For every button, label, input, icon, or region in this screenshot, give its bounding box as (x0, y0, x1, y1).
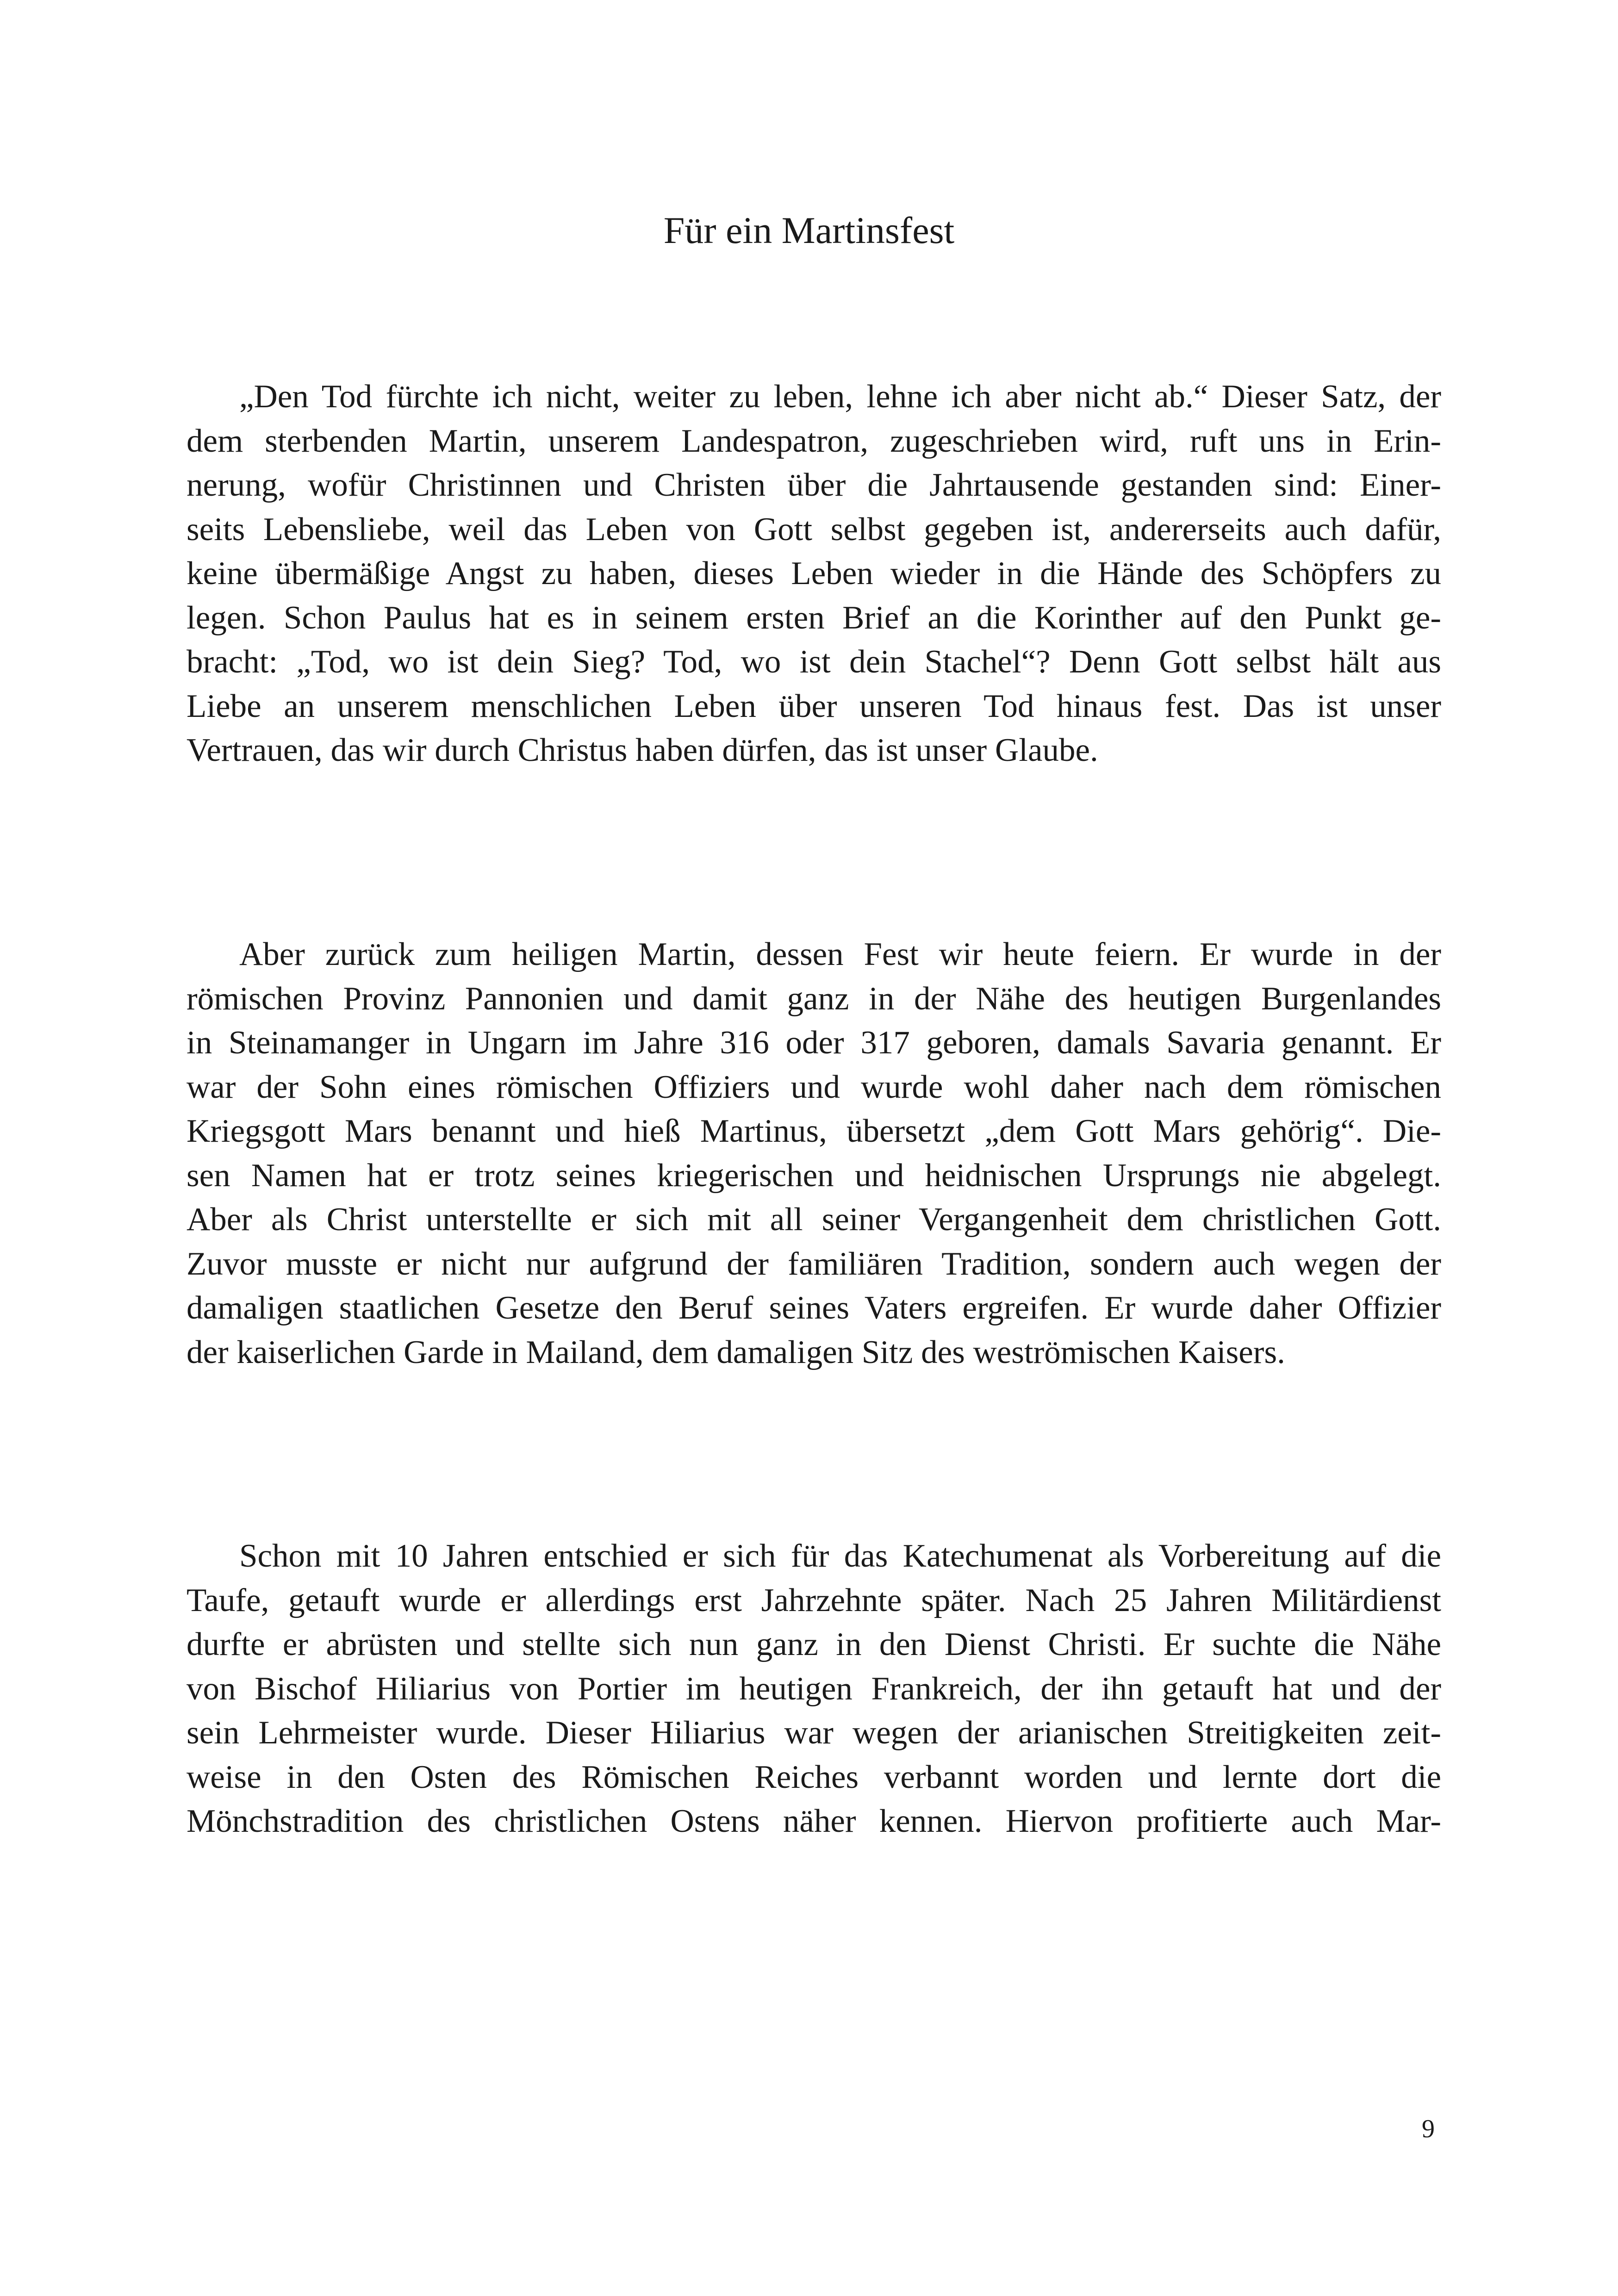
text-line: „Den Tod fürchte ich nicht, weiter zu leben, lehne ich aber nicht ab.“ Dieser Satz, der (239, 379, 1441, 415)
text-line: in Steinamanger in Ungarn im Jahre 316 oder 317 geboren, damals Savaria genannt. Er (187, 1025, 1441, 1061)
text-line: der kaiserlichen Garde in Mailand, dem damaligen Sitz des weströmischen Kaisers. (187, 1334, 1285, 1370)
text-line: sein Lehrmeister wurde. Dieser Hiliarius war wegen der arianischen Streitigkeiten zeit- (187, 1715, 1441, 1751)
text-line: legen. Schon Paulus hat es in seinem ersten Brief an die Korinther auf den Punkt ge- (187, 599, 1441, 636)
text-line: Schon mit 10 Jahren entschied er sich für das Katechumenat als Vorbereitung auf die (239, 1538, 1441, 1574)
text-line: Taufe, getauft wurde er allerdings erst Jahrzehnte später. Nach 25 Jahren Militärdienst (187, 1582, 1441, 1618)
text-line: nerung, wofür Christinnen und Christen über die Jahrtausende gestanden sind: Einer- (187, 467, 1441, 503)
chapter-title: Für ein Martinsfest (663, 209, 955, 251)
text-line: dem sterbenden Martin, unserem Landespatron, zugeschrieben wird, ruft uns in Erin- (187, 423, 1441, 459)
text-line: römischen Provinz Pannonien und damit ganz in der Nähe des heutigen Burgenlandes (187, 980, 1441, 1017)
paragraph-2 (187, 933, 1441, 1375)
text-line: keine übermäßige Angst zu haben, dieses Leben wieder in die Hände des Schöpfers zu (187, 555, 1441, 591)
text-line: Liebe an unserem menschlichen Leben über unseren Tod hinaus fest. Das ist unser (187, 688, 1441, 724)
page-number: 9 (1422, 2115, 1435, 2143)
text-line: Mönchstradition des christlichen Ostens näher kennen. Hiervon profitierte auch Mar- (187, 1803, 1441, 1839)
text-line: seits Lebensliebe, weil das Leben von Gott selbst gegeben ist, andererseits auch dafür, (187, 511, 1441, 548)
text-line: Vertrauen, das wir durch Christus haben dürfen, das ist unser Glaube. (187, 732, 1098, 768)
text-line: war der Sohn eines römischen Offiziers und wurde wohl daher nach dem römischen (187, 1069, 1441, 1105)
text-line: Kriegsgott Mars benannt und hieß Martinus, übersetzt „dem Gott Mars gehörig“. Die- (187, 1113, 1441, 1149)
text-line: Aber als Christ unterstellte er sich mit all seiner Vergangenheit dem christlichen Gott. (187, 1201, 1441, 1238)
text-line: Aber zurück zum heiligen Martin, dessen Fest wir heute feiern. Er wurde in der (239, 936, 1441, 972)
text-line: damaligen staatlichen Gesetze den Beruf seines Vaters ergreifen. Er wurde daher Offizier (187, 1290, 1441, 1326)
paragraph-3 (187, 1534, 1441, 1844)
text-line: von Bischof Hiliarius von Portier im heutigen Frankreich, der ihn getauft hat und der (187, 1670, 1441, 1707)
text-line: sen Namen hat er trotz seines kriegerischen und heidnischen Ursprungs nie abgelegt. (187, 1157, 1441, 1194)
paragraph-1 (187, 375, 1441, 773)
text-line: weise in den Osten des Römischen Reiches verbannt worden und lernte dort die (187, 1759, 1441, 1795)
text-line: durfte er abrüsten und stellte sich nun ganz in den Dienst Christi. Er suchte die Nähe (187, 1626, 1441, 1662)
text-line: Zuvor musste er nicht nur aufgrund der familiären Tradition, sondern auch wegen der (187, 1245, 1441, 1282)
text-line: bracht: „Tod, wo ist dein Sieg? Tod, wo ist dein Stachel“? Denn Gott selbst hält aus (187, 644, 1441, 680)
